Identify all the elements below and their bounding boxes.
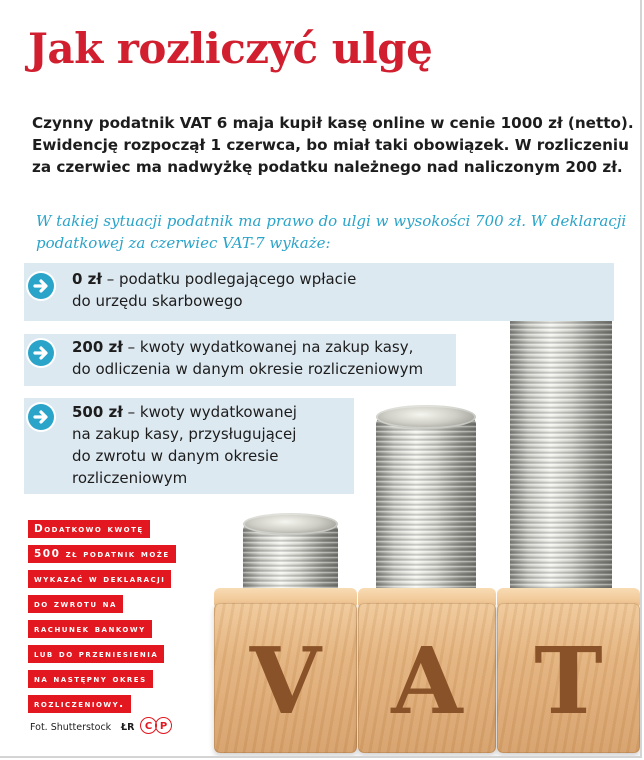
photo-credit: Fot. Shutterstock xyxy=(30,722,112,733)
intro-paragraph xyxy=(32,112,632,178)
arrow-right-icon xyxy=(28,404,54,430)
press-badge: P xyxy=(155,717,172,734)
arrow-right-icon xyxy=(28,340,54,366)
note-line: lub do przeniesienia xyxy=(28,645,164,663)
note-line: Dodatkowo kwotę xyxy=(28,520,150,538)
note-line: wykazać w deklaracji xyxy=(28,570,171,588)
list-item xyxy=(72,268,356,312)
item-text: do zwrotu w danym okresie xyxy=(72,447,279,465)
vat-block-a xyxy=(358,603,496,753)
note-line: rozliczeniowy. xyxy=(28,695,131,713)
page-title: Jak rozliczyć ulgę xyxy=(28,24,433,73)
block-letter: V xyxy=(249,627,322,735)
item-text: – kwoty wydatkowanej xyxy=(122,403,297,421)
note-line: 500 zł podatnik może xyxy=(28,545,176,563)
list-item xyxy=(72,401,297,489)
copyright-badge: C xyxy=(140,717,157,734)
note-line: do zwrotu na xyxy=(28,595,123,613)
item-text: – kwoty wydatkowanej na zakup kasy, xyxy=(122,338,414,356)
subtitle-line: podatkowej za czerwiec VAT-7 wykaże: xyxy=(36,234,331,252)
coin-top xyxy=(376,405,476,429)
vat-block-v xyxy=(214,603,357,753)
block-letter: T xyxy=(534,627,603,735)
subtitle-line: W takiej sytuacji podatnik ma prawo do ulgi w wysokości 700 zł. W deklaracji xyxy=(36,212,627,230)
intro-line: Czynny podatnik VAT 6 maja kupił kasę online w cenie 1000 zł (netto). xyxy=(32,114,634,132)
item-amount: 200 zł xyxy=(72,338,123,356)
item-text: – podatku podlegającego wpłacie xyxy=(101,270,357,288)
note-line: na następny okres xyxy=(28,670,153,688)
list-item xyxy=(72,336,423,380)
item-amount: 500 zł xyxy=(72,403,123,421)
block-letter: A xyxy=(391,627,463,735)
coin-stack-tall xyxy=(510,289,612,619)
subtitle-paragraph xyxy=(36,210,627,254)
intro-line: Ewidencję rozpoczął 1 czerwca, bo miał taki obowiązek. W rozliczeniu xyxy=(32,136,629,154)
item-text: do urzędu skarbowego xyxy=(72,292,243,310)
coin-stack-medium xyxy=(376,416,476,616)
note-line: rachunek bankowy xyxy=(28,620,152,638)
coin-top xyxy=(243,513,338,535)
item-amount: 0 zł xyxy=(72,270,102,288)
author-initials: ŁR xyxy=(121,722,135,733)
item-text: do odliczenia w danym okresie rozliczeniowym xyxy=(72,360,424,378)
vat-block-t xyxy=(497,603,640,753)
item-text: na zakup kasy, przysługującej xyxy=(72,425,297,443)
arrow-right-icon xyxy=(28,273,54,299)
item-text: rozliczeniowym xyxy=(72,469,188,487)
intro-line: za czerwiec ma nadwyżkę podatku należnego nad naliczonym 200 zł. xyxy=(32,158,623,176)
